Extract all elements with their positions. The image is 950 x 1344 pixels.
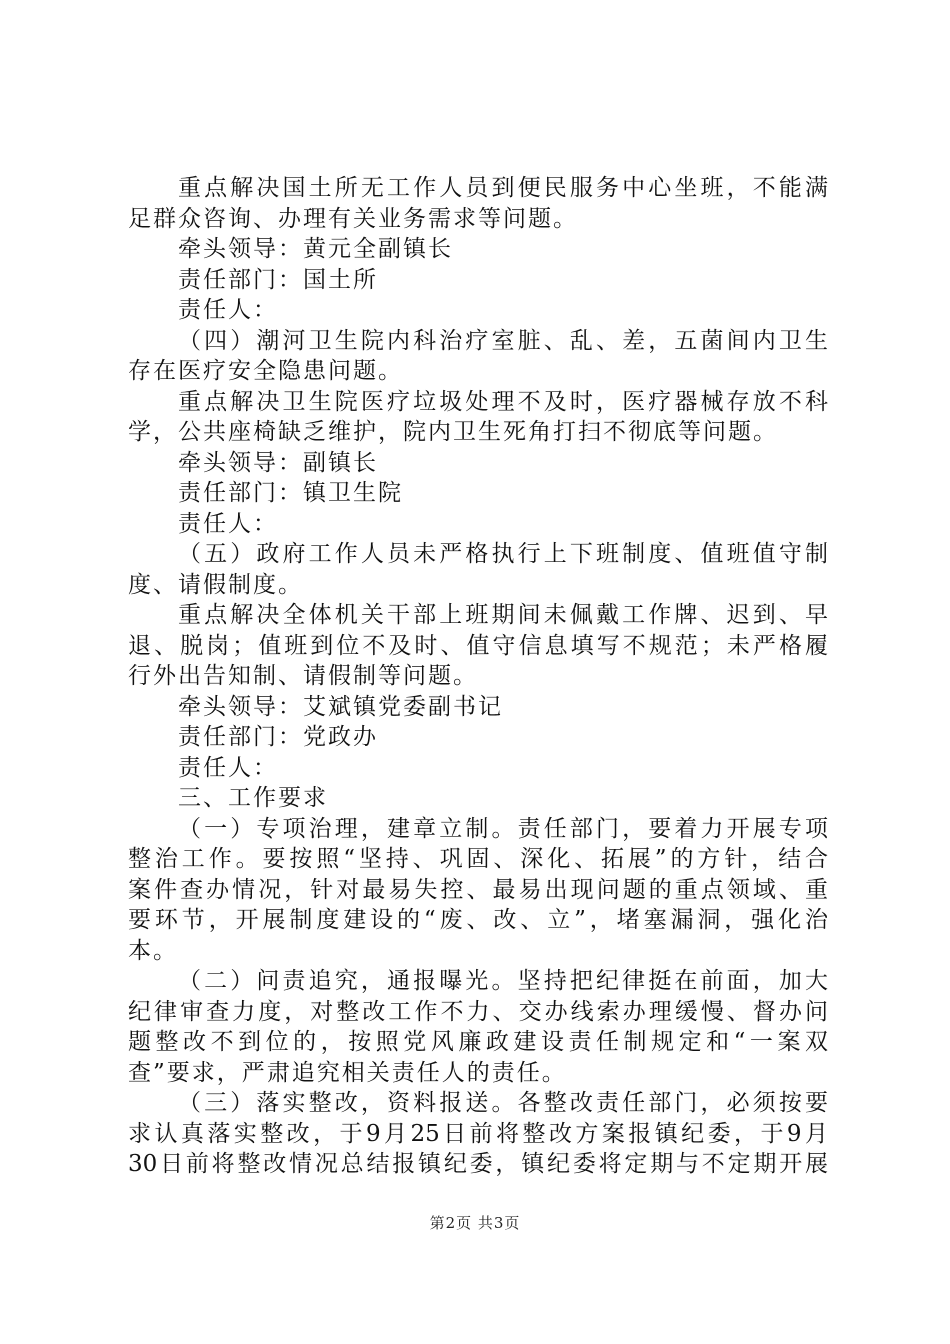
text-line: 牵头领导：黄元全副镇长 <box>178 236 453 262</box>
text-line: 行外出告知制、请假制等问题。 <box>128 663 478 689</box>
text-line: 度、请假制度。 <box>128 571 303 598</box>
page-number-footer: 第2页 共3页 <box>429 1214 521 1232</box>
text-line: 重点解决全体机关干部上班期间未佩戴工作牌、迟到、早 <box>178 602 828 628</box>
text-line: 足群众咨询、办理有关业务需求等问题。 <box>128 205 578 232</box>
text-line: 责任人： <box>178 754 278 781</box>
text-line: 责任部门：镇卫生院 <box>178 480 403 506</box>
text-line: 30日前将整改情况总结报镇纪委，镇纪委将定期与不定期开展 <box>128 1151 828 1177</box>
text-line: 牵头领导：副镇长 <box>178 449 378 476</box>
text-line: 三、工作要求 <box>178 785 328 811</box>
text-line: （一）专项治理，建章立制。责任部门，要着力开展专项 <box>178 815 828 842</box>
text-line: 要环节，开展制度建设的“废、改、立”，堵塞漏洞，强化治 <box>128 907 828 933</box>
text-line: （三）落实整改，资料报送。各整改责任部门，必须按要 <box>178 1090 828 1116</box>
text-line: 责任部门：党政办 <box>178 724 378 750</box>
text-line: 存在医疗安全隐患问题。 <box>128 358 403 384</box>
text-line: 题整改不到位的，按照党风廉政建设责任制规定和“一案双 <box>128 1029 828 1055</box>
text-line: 学，公共座椅缺乏维护，院内卫生死角打扫不彻底等问题。 <box>128 419 778 445</box>
text-line: 查”要求，严肃追究相关责任人的责任。 <box>128 1059 567 1086</box>
text-line: 责任人： <box>178 297 278 323</box>
text-line: 案件查办情况，针对最易失控、最易出现问题的重点领域、重 <box>128 876 828 903</box>
text-line: 求认真落实整改，于9月25日前将整改方案报镇纪委，于9月 <box>128 1120 828 1147</box>
text-line: （四）潮河卫生院内科治疗室脏、乱、差，五菌间内卫生 <box>178 327 828 354</box>
text-line: 整治工作。要按照“坚持、巩固、深化、拓展”的方针，结合 <box>128 846 828 872</box>
document-body <box>128 173 828 1180</box>
text-line: 纪律审查力度，对整改工作不力、交办线索办理缓慢、督办问 <box>128 998 828 1025</box>
text-line: 重点解决国土所无工作人员到便民服务中心坐班，不能满 <box>178 175 828 201</box>
text-line: （五）政府工作人员未严格执行上下班制度、值班值守制 <box>178 541 828 567</box>
text-line: 牵头领导：艾斌镇党委副书记 <box>178 693 503 720</box>
text-line: 责任人： <box>178 510 278 537</box>
text-line: （二）问责追究，通报曝光。坚持把纪律挺在前面，加大 <box>178 968 828 994</box>
text-line: 本。 <box>128 937 178 964</box>
text-line: 责任部门：国土所 <box>178 266 378 293</box>
text-line: 重点解决卫生院医疗垃圾处理不及时，医疗器械存放不科 <box>178 388 828 415</box>
text-line: 退、脱岗；值班到位不及时、值守信息填写不规范；未严格履 <box>128 632 828 659</box>
